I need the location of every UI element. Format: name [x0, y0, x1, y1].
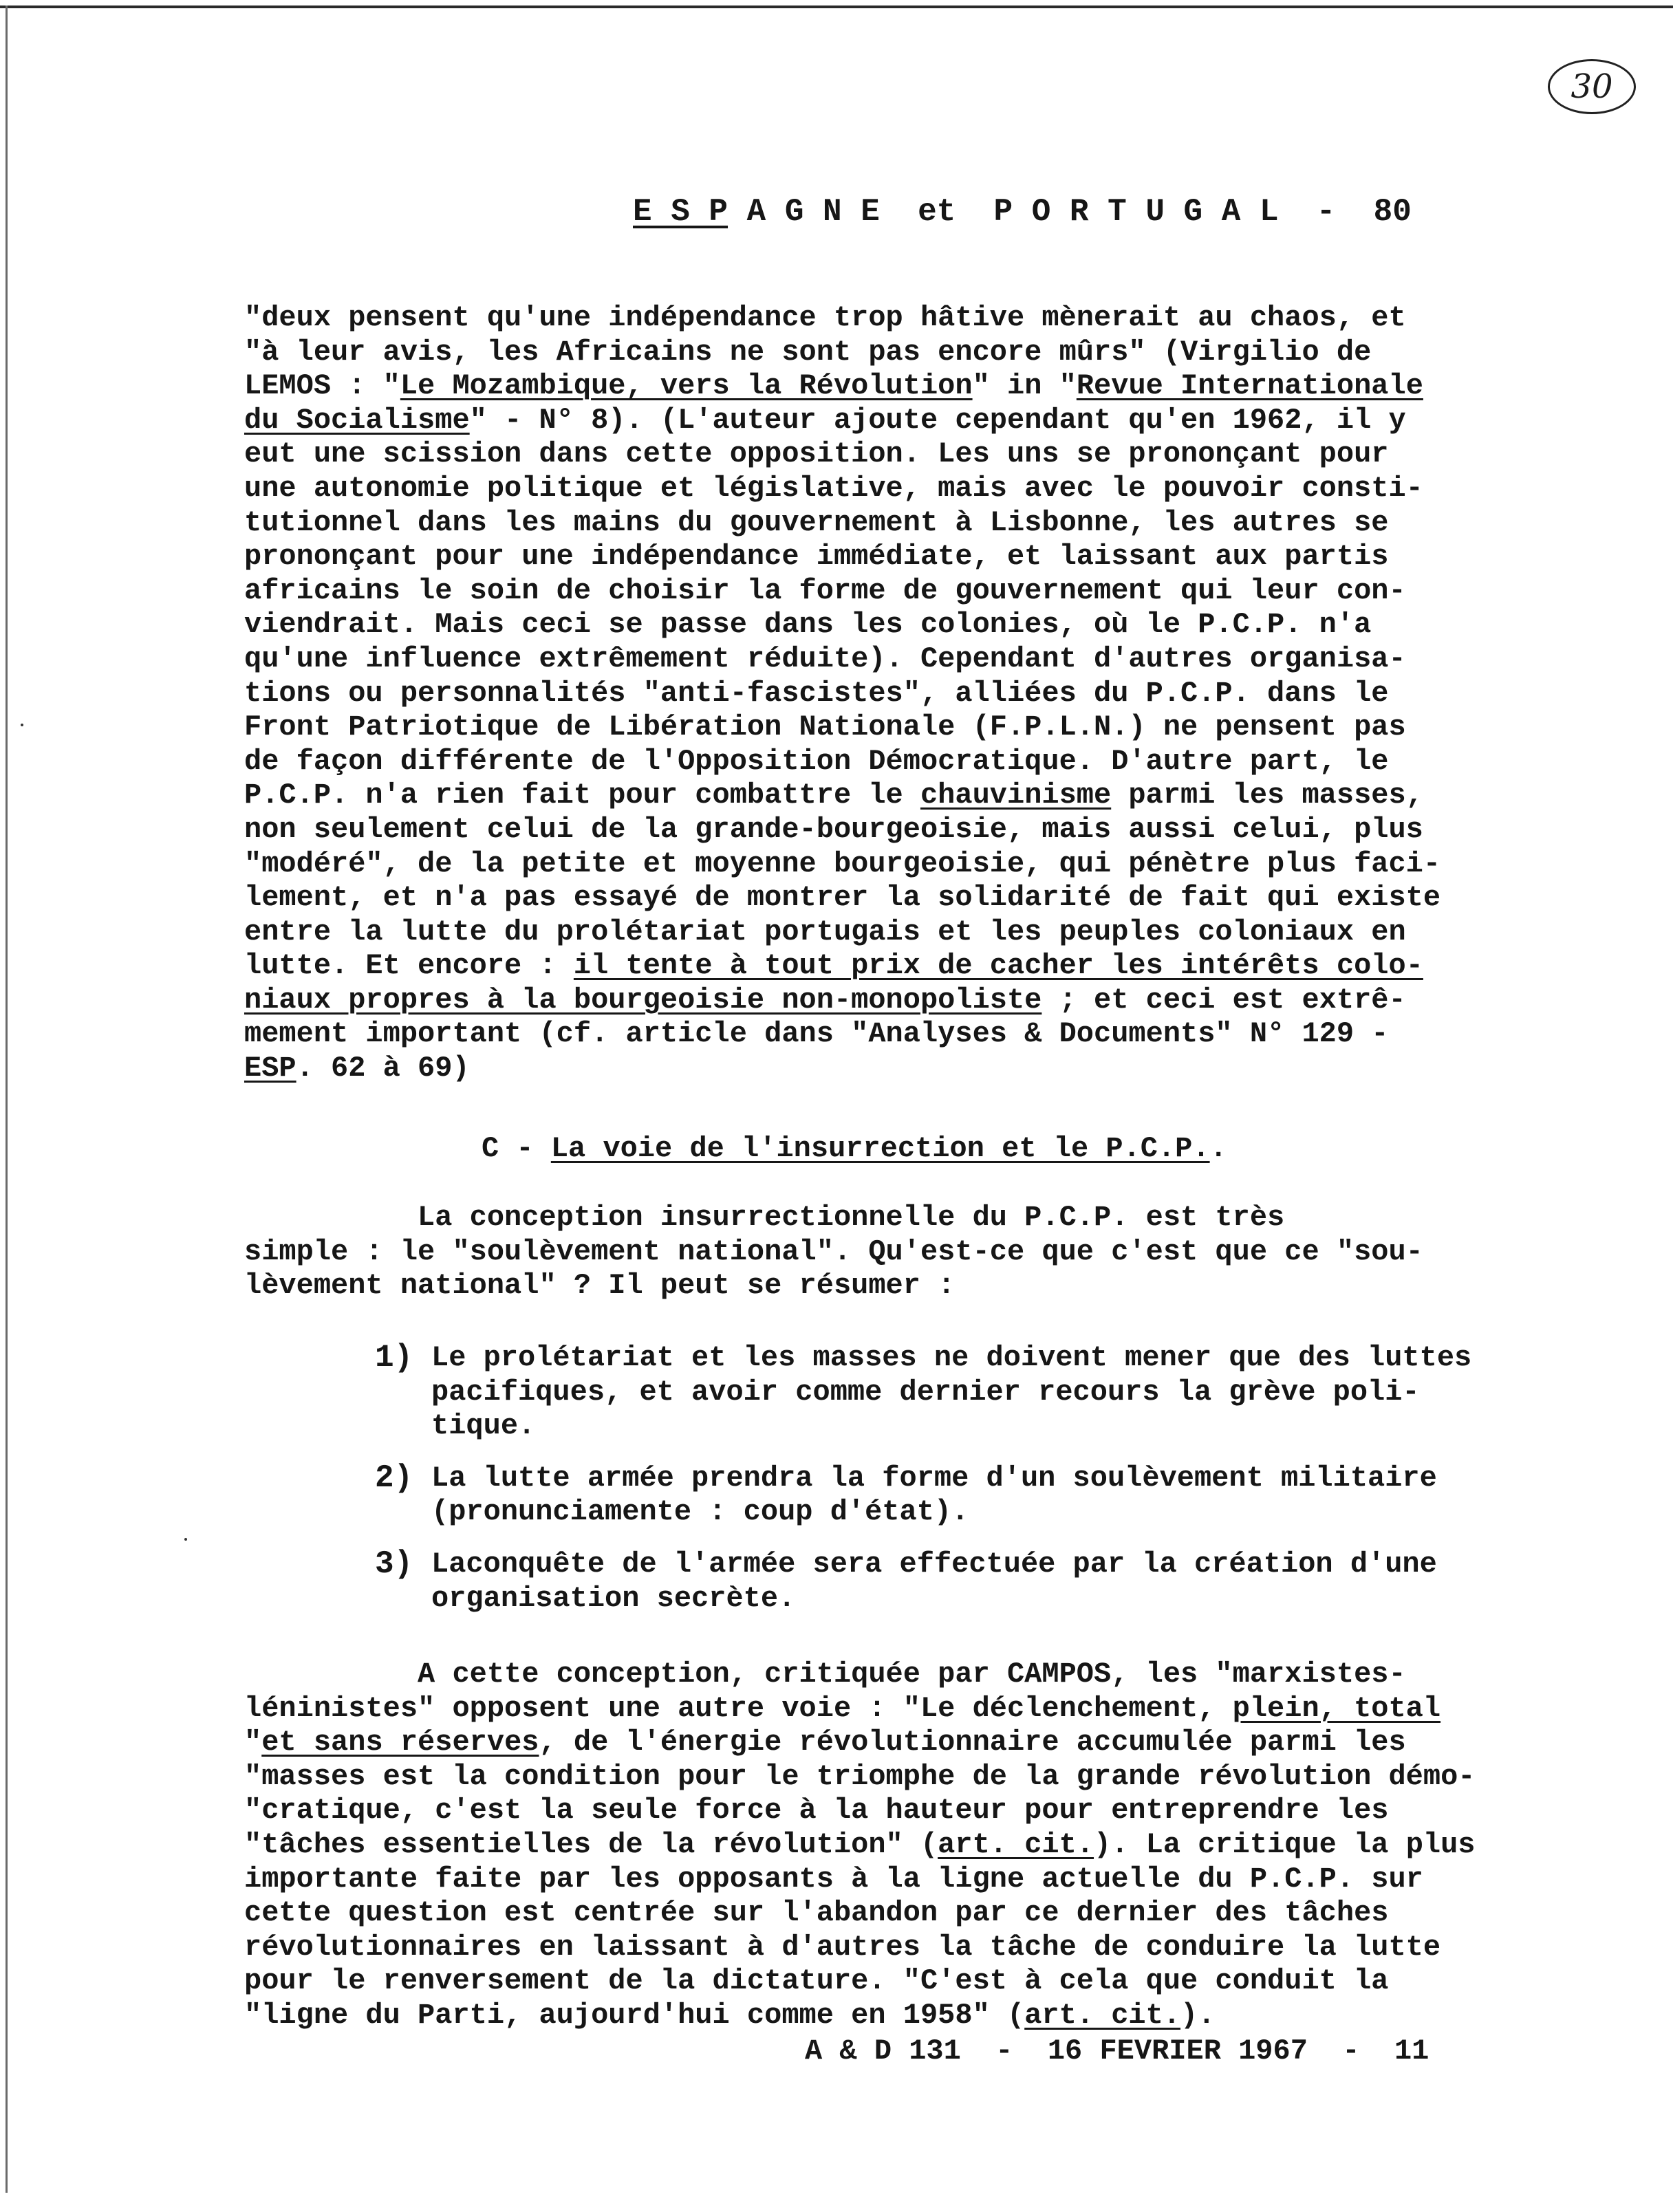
- text-line: La lutte armée prendra la forme d'un soulèvement militaire: [431, 1461, 1437, 1495]
- scan-speck: [21, 724, 23, 726]
- text-line: lement, et n'a pas essayé de montrer la solidarité de fait qui existe: [244, 881, 1441, 915]
- text-line: révolutionnaires en laissant à d'autres la tâche de conduire la lutte: [244, 1930, 1441, 1964]
- text-line: de façon différente de l'Opposition Démocratique. D'autre part, le: [244, 744, 1389, 778]
- text-span: parmi les masses,: [1111, 779, 1423, 812]
- text-line: "modéré", de la petite et moyenne bourgeoisie, qui pénètre plus faci-: [244, 847, 1441, 880]
- text-line: [244, 779, 1551, 813]
- text-line: tions ou personnalités "anti-fascistes", alliées du P.C.P. dans le: [244, 676, 1389, 710]
- cited-journal: Revue Internationale: [1076, 369, 1423, 403]
- text-line: lèvement national" ? Il peut se résumer :: [244, 1269, 956, 1303]
- page-header: [633, 194, 1412, 230]
- section-heading: [482, 1132, 1227, 1165]
- text-span: LEMOS : ": [244, 369, 400, 403]
- emphasis-chauvinisme: chauvinisme: [920, 779, 1112, 812]
- page-footer: A & D 131 - 16 FEVRIER 1967 - 11: [805, 2035, 1429, 2068]
- text-line: [244, 404, 1551, 438]
- text-span: . 62 à 69): [296, 1052, 470, 1085]
- text-line: africains le soin de choisir la forme de gouvernement qui leur con-: [244, 574, 1406, 607]
- text-line: pacifiques, et avoir comme dernier recours la grève poli-: [431, 1375, 1420, 1409]
- text-line: "à leur avis, les Africains ne sont pas encore mûrs" (Virgilio de: [244, 335, 1372, 369]
- numbered-list: [375, 1341, 1551, 1616]
- text-line: qu'une influence extrêmement réduite). Cependant d'autres organisa-: [244, 642, 1406, 675]
- page-number-stamp: 30: [1548, 59, 1636, 114]
- list-item: [375, 1548, 1551, 1616]
- text-span: "ligne du Parti, aujourd'hui comme en 1958" (: [244, 1998, 1025, 2032]
- text-line: Front Patriotique de Libération Nationale (F.P.L.N.) ne pensent pas: [244, 711, 1406, 744]
- text-line: tique.: [431, 1409, 536, 1443]
- text-line: [244, 1692, 1551, 1726]
- section-label: C -: [482, 1132, 551, 1165]
- text-line: tutionnel dans les mains du gouvernement à Lisbonne, les autres se: [244, 506, 1389, 539]
- paragraph-2: [244, 1201, 1551, 1303]
- paragraph-1: [244, 301, 1551, 1086]
- section-title: La voie de l'insurrection et le P.C.P.: [550, 1132, 1210, 1165]
- emphasis-interets-cont: niaux propres à la bourgeoisie non-monopoliste: [244, 983, 1042, 1017]
- text-line: "cratique, c'est la seule force à la hauteur pour entreprendre les: [244, 1794, 1389, 1828]
- text-line: importante faite par les opposants à la ligne actuelle du P.C.P. sur: [244, 1862, 1423, 1896]
- text-span: ; et ceci est extrê-: [1041, 983, 1406, 1017]
- list-number: 2): [375, 1460, 413, 1496]
- list-item: [375, 1341, 1551, 1444]
- text-line: [244, 1052, 1551, 1086]
- text-line: "deux pensent qu'une indépendance trop hâtive mènerait au chaos, et: [244, 301, 1406, 334]
- text-line: prononçant pour une indépendance immédiate, et laissant aux partis: [244, 540, 1389, 574]
- text-span: " in ": [972, 369, 1077, 403]
- list-number: 3): [375, 1546, 413, 1582]
- text-line: Le prolétariat et les masses ne doivent mener que des luttes: [431, 1341, 1472, 1374]
- text-line: Laconquête de l'armée sera effectuée par la création d'une: [431, 1547, 1437, 1581]
- text-line: [244, 1999, 1551, 2033]
- text-span: ).: [1180, 1998, 1216, 2032]
- list-number: 1): [375, 1340, 413, 1376]
- section-suffix: .: [1209, 1132, 1227, 1165]
- text-line: organisation secrète.: [431, 1581, 796, 1615]
- text-span: ). La critique la plus: [1094, 1828, 1476, 1861]
- ref-art-cit: art. cit.: [938, 1828, 1094, 1861]
- text-line: [244, 1828, 1551, 1863]
- text-span: "tâches essentielles de la révolution" (: [244, 1828, 938, 1861]
- cited-journal-cont: du Socialisme: [244, 403, 470, 437]
- ref-art-cit: art. cit.: [1024, 1998, 1181, 2032]
- text-line: cette question est centrée sur l'abandon par ce dernier des tâches: [244, 1896, 1389, 1930]
- text-span: , de l'énergie révolutionnaire accumulée parmi les: [539, 1726, 1406, 1759]
- text-line: La conception insurrectionnelle du P.C.P. est très: [244, 1201, 1285, 1234]
- text-line: mement important (cf. article dans "Analyses & Documents" N° 129 -: [244, 1017, 1389, 1051]
- text-line: (pronunciamente : coup d'état).: [431, 1495, 969, 1529]
- emphasis-interets: il tente à tout prix de cacher les intérêts colo-: [573, 949, 1423, 983]
- text-line: une autonomie politique et législative, mais avec le pouvoir consti-: [244, 471, 1423, 505]
- header-underlined: E S P: [633, 194, 728, 230]
- text-span: ": [244, 1726, 262, 1759]
- text-line: A cette conception, critiquée par CAMPOS, les "marxistes-: [244, 1658, 1406, 1691]
- scan-speck: [184, 1538, 187, 1541]
- paragraph-3: [244, 1658, 1551, 2033]
- text-line: non seulement celui de la grande-bourgeoisie, mais aussi celui, plus: [244, 812, 1423, 846]
- header-rest: A G N E et P O R T U G A L - 80: [728, 194, 1412, 230]
- text-span: léninistes" opposent une autre voie : "Le déclenchement,: [244, 1691, 1233, 1725]
- ref-esp: ESP: [244, 1052, 296, 1085]
- text-line: pour le renversement de la dictature. "C'est à cela que conduit la: [244, 1964, 1389, 1998]
- text-span: " - N° 8). (L'auteur ajoute cependant qu'en 1962, il y: [469, 403, 1406, 437]
- list-item: [375, 1462, 1551, 1530]
- text-line: viendrait. Mais ceci se passe dans les colonies, où le P.C.P. n'a: [244, 608, 1372, 642]
- text-line: [244, 369, 1551, 404]
- text-span: P.C.P. n'a rien fait pour combattre le: [244, 779, 920, 812]
- text-line: simple : le "soulèvement national". Qu'est-ce que c'est que ce "sou-: [244, 1235, 1423, 1268]
- text-line: entre la lutte du prolétariat portugais et les peuples coloniaux en: [244, 915, 1406, 948]
- text-span: lutte. Et encore :: [244, 949, 574, 983]
- cited-title: Le Mozambique, vers la Révolution: [400, 369, 973, 403]
- text-line: [244, 949, 1551, 984]
- text-line: [244, 1726, 1551, 1760]
- text-line: "masses est la condition pour le triomphe de la grande révolution démo-: [244, 1759, 1476, 1793]
- text-line: eut une scission dans cette opposition. Les uns se prononçant pour: [244, 437, 1389, 471]
- emphasis-plein-total: plein, total: [1232, 1691, 1441, 1725]
- page-top-edge: [0, 6, 1673, 8]
- page-left-edge: [6, 6, 8, 2193]
- text-line: [244, 984, 1551, 1018]
- emphasis-sans-reserves: et sans réserves: [261, 1726, 539, 1759]
